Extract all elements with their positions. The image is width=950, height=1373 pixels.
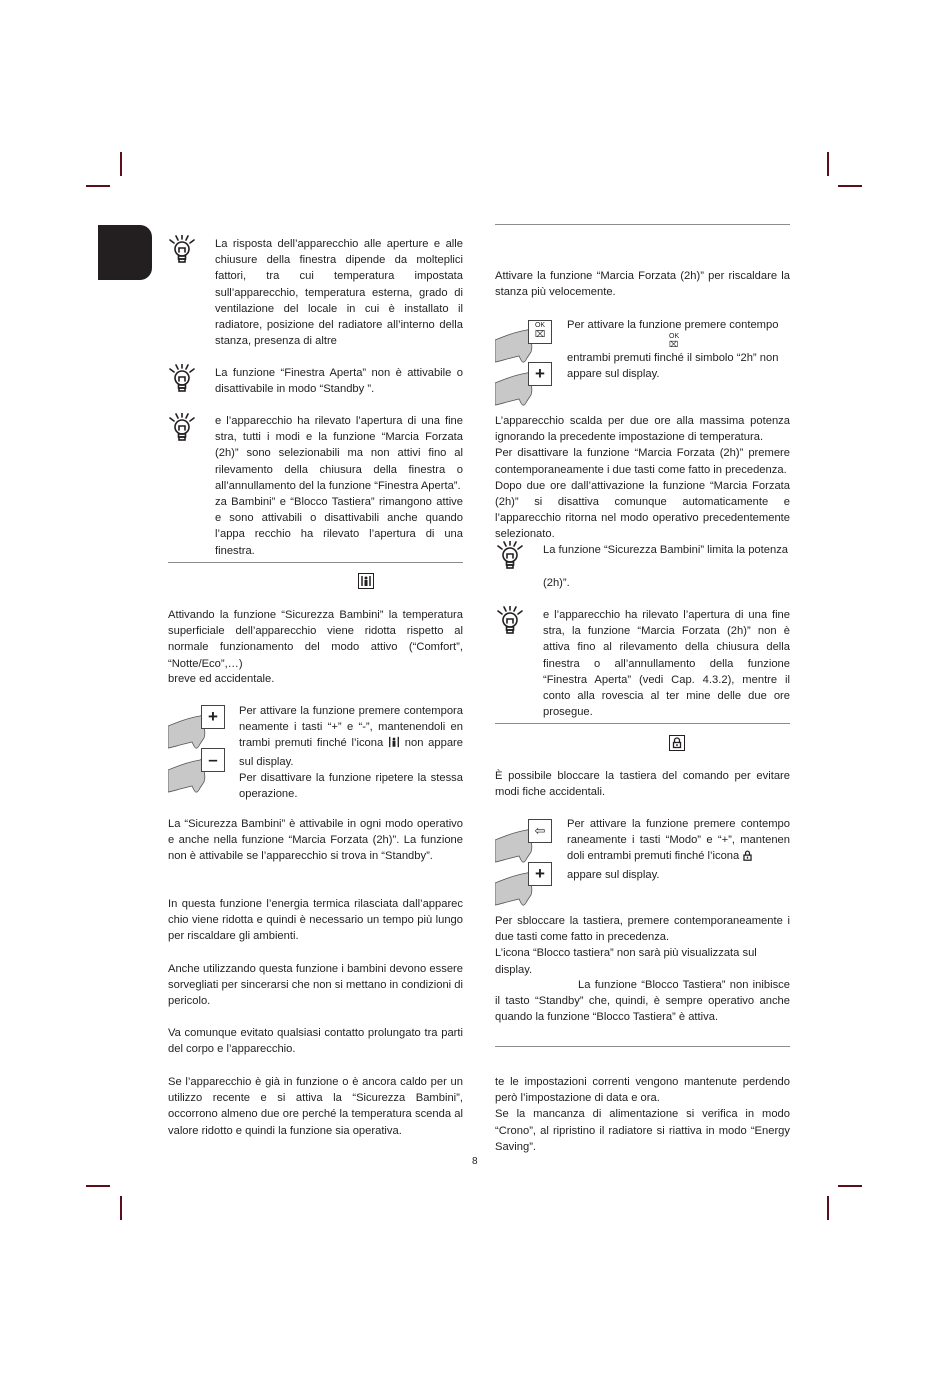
body-text: Anche utilizzando questa funzione i bambini devono essere sorvegliati per sincerarsi che non si mettano in condizioni di pericolo.	[168, 963, 463, 1008]
note-text: La risposta dell’apparecchio alle aperture e alle chiusure della finestra dipende da molteplici fattori, tra cui temperatura impostata sull’apparecchio, temperatura esterna, grado di ventilazione del locale in cui è installato il radiatore, posizione del radiatore all’interno della stanza, presenza di altre	[215, 238, 463, 348]
crop-mark	[838, 185, 862, 187]
body-text-line: Se la mancanza di alimentazione si verifica in modo “Crono”, al ripristino il radiatore si riattiva in modo “Energy Saving”.	[495, 1108, 790, 1153]
keypad-lock-icon	[669, 735, 685, 751]
body-text: È possibile bloccare la tastiera del comando per evitare modi fiche accidentali.	[495, 770, 790, 799]
body-text-line: L’icona “Blocco tastiera” non sarà più visualizzata sul display.	[495, 947, 757, 976]
child-lock-icon	[388, 736, 400, 753]
plus-key-icon: +	[528, 862, 552, 886]
body-text: Va comunque evitato qualsiasi contatto prolungato tra parti del corpo e l’apparecchio.	[168, 1027, 463, 1056]
crop-mark	[827, 1196, 829, 1220]
crop-mark	[120, 152, 122, 176]
note-text: e l’apparecchio ha rilevato l’apertura di una fine stra, la funzione “Marcia Forzata (2h)” non è attiva fino al rilevamento della chiusura della finestra o all’annullamento della funzione “Finestra Aperta” (vedi Cap. 4.3.2), mentre il conto alla rovescia al ter mine delle due ore prosegue.	[543, 609, 790, 719]
body-text: Attivare la funzione “Marcia Forzata (2h)” per riscaldare la stanza più velocemente.	[495, 270, 790, 299]
instruction-text-a: Per attivare la funzione premere contempora neamente i tasti “+” e “-”, mantenendoli en trambi premuti finché l’icona	[239, 705, 463, 750]
body-text: Attivando la funzione “Sicurezza Bambini” la temperatura superficiale dell’apparecchio viene ridotta rispetto al normale funzionamento del modo attivo (“Comfort”, “Notte/Eco”,…)	[168, 609, 463, 670]
plus-key-icon: +	[201, 705, 225, 729]
lightbulb-note-icon	[168, 413, 196, 443]
instruction-text	[567, 816, 790, 883]
crop-mark	[827, 152, 829, 176]
note-text: La funzione “Blocco Tastiera” non inibisce il tasto “Standby” che, quindi, è sempre operativo anche quando la funzione “Blocco Tastiera” è attiva.	[495, 979, 790, 1024]
body-text: In questa funzione l’energia termica rilasciata dall’apparec chio viene ridotta e quindi è necessario un tempo più lungo per riscaldare gli ambienti.	[168, 898, 463, 943]
body-text-line: L’apparecchio scalda per due ore alla massima potenza ignorando la precedente impostazione di temperatura.	[495, 415, 790, 444]
page-number: 8	[472, 1156, 478, 1167]
body-text	[495, 413, 790, 543]
child-lock-icon	[358, 573, 374, 589]
crop-mark	[838, 1185, 862, 1187]
section-divider	[495, 1046, 790, 1047]
instruction-text-b: non appare sul display.	[239, 737, 464, 768]
instruction-text	[567, 317, 790, 383]
section-divider	[168, 562, 463, 563]
crop-mark	[120, 1196, 122, 1220]
crop-mark	[86, 1185, 110, 1187]
section-divider	[495, 224, 790, 225]
instruction-text-b: appare sul display.	[567, 868, 660, 881]
instruction-text-c: Per disattivare la funzione ripetere la stessa operazione.	[239, 771, 463, 801]
note-text: (2h)”.	[543, 577, 570, 589]
note-text	[215, 413, 463, 559]
crop-mark	[86, 185, 110, 187]
section-divider	[495, 723, 790, 724]
lightbulb-note-icon	[168, 364, 196, 394]
body-text: breve ed accidentale.	[168, 673, 275, 685]
body-text: La “Sicurezza Bambini” è attivabile in ogni modo operativo e anche nella funzione “Marcia Forzata (2h)”. La funzione non è attivabile se l’apparecchio si trova in “Standby”.	[168, 818, 463, 863]
language-tab	[98, 225, 152, 280]
body-text-line: Dopo due ore dall’attivazione la funzione “Marcia Forzata (2h)” si disattiva comunque automaticamente e l’apparecchio ritorna nel modo operativo precedentemente selezionato.	[495, 479, 790, 541]
note-text-line: za Bambini” e “Blocco Tastiera” rimangono attive e sono attivabili o disattivabili anche quando l’appa recchio ha rilevato l’apertura di una finestra.	[215, 496, 463, 557]
instruction-text-a: Per attivare la funzione premere contempo raneamente i tasti “Modo” e “+”, mantenen doli entrambi premuti finché l’icona	[567, 818, 790, 863]
body-text-line: te le impostazioni correnti vengono mantenute perdendo però l’impostazione di data e ora.	[495, 1076, 790, 1105]
lightbulb-note-icon	[168, 235, 196, 265]
note-text: La funzione “Sicurezza Bambini” limita la potenza	[543, 544, 789, 556]
instruction-text	[239, 703, 463, 802]
body-text: Se l’apparecchio è già in funzione o è ancora caldo per un utilizzo recente e si attiva la “Sicurezza Bambini”, occorrono almeno due ore perché la temperatura scenda al valore ridotto e quindi la funzione sia operativa.	[168, 1076, 463, 1137]
instruction-text-a: Per attivare la funzione premere contempo	[567, 319, 779, 331]
body-text	[495, 1074, 790, 1155]
ok-key-icon: OK ⌧	[528, 320, 552, 344]
lightbulb-note-icon	[496, 541, 524, 571]
body-text-line: Per disattivare la funzione “Marcia Forzata (2h)” premere contemporaneamente i due tasti come fatto in precedenza.	[495, 447, 790, 476]
lightbulb-note-icon	[496, 606, 524, 636]
plus-key-icon: +	[528, 362, 552, 386]
note-text: La funzione “Finestra Aperta” non è attivabile o disattivabile in modo “Standby ”.	[215, 367, 463, 396]
note-text-line: e l’apparecchio ha rilevato l’apertura di una fine stra, tutti i modi e la funzione “Marcia Forzata (2h)” sono selezionabili ma non attivi fino al rilevamento della chiusura della finestra o all’annullamento del la funzione “Finestra Aperta”.	[215, 415, 463, 492]
minus-key-icon: –	[201, 748, 225, 772]
body-text	[495, 913, 790, 978]
keypad-lock-icon	[742, 850, 753, 866]
body-text-line: Per sbloccare la tastiera, premere contemporaneamente i due tasti come fatto in precedenza.	[495, 915, 790, 944]
ok-symbol-icon: OK ⌧	[669, 333, 680, 350]
instruction-text-b: entrambi premuti finché il simbolo “2h” non appare sul display.	[567, 352, 779, 381]
mode-key-icon: ⇦	[528, 819, 552, 843]
